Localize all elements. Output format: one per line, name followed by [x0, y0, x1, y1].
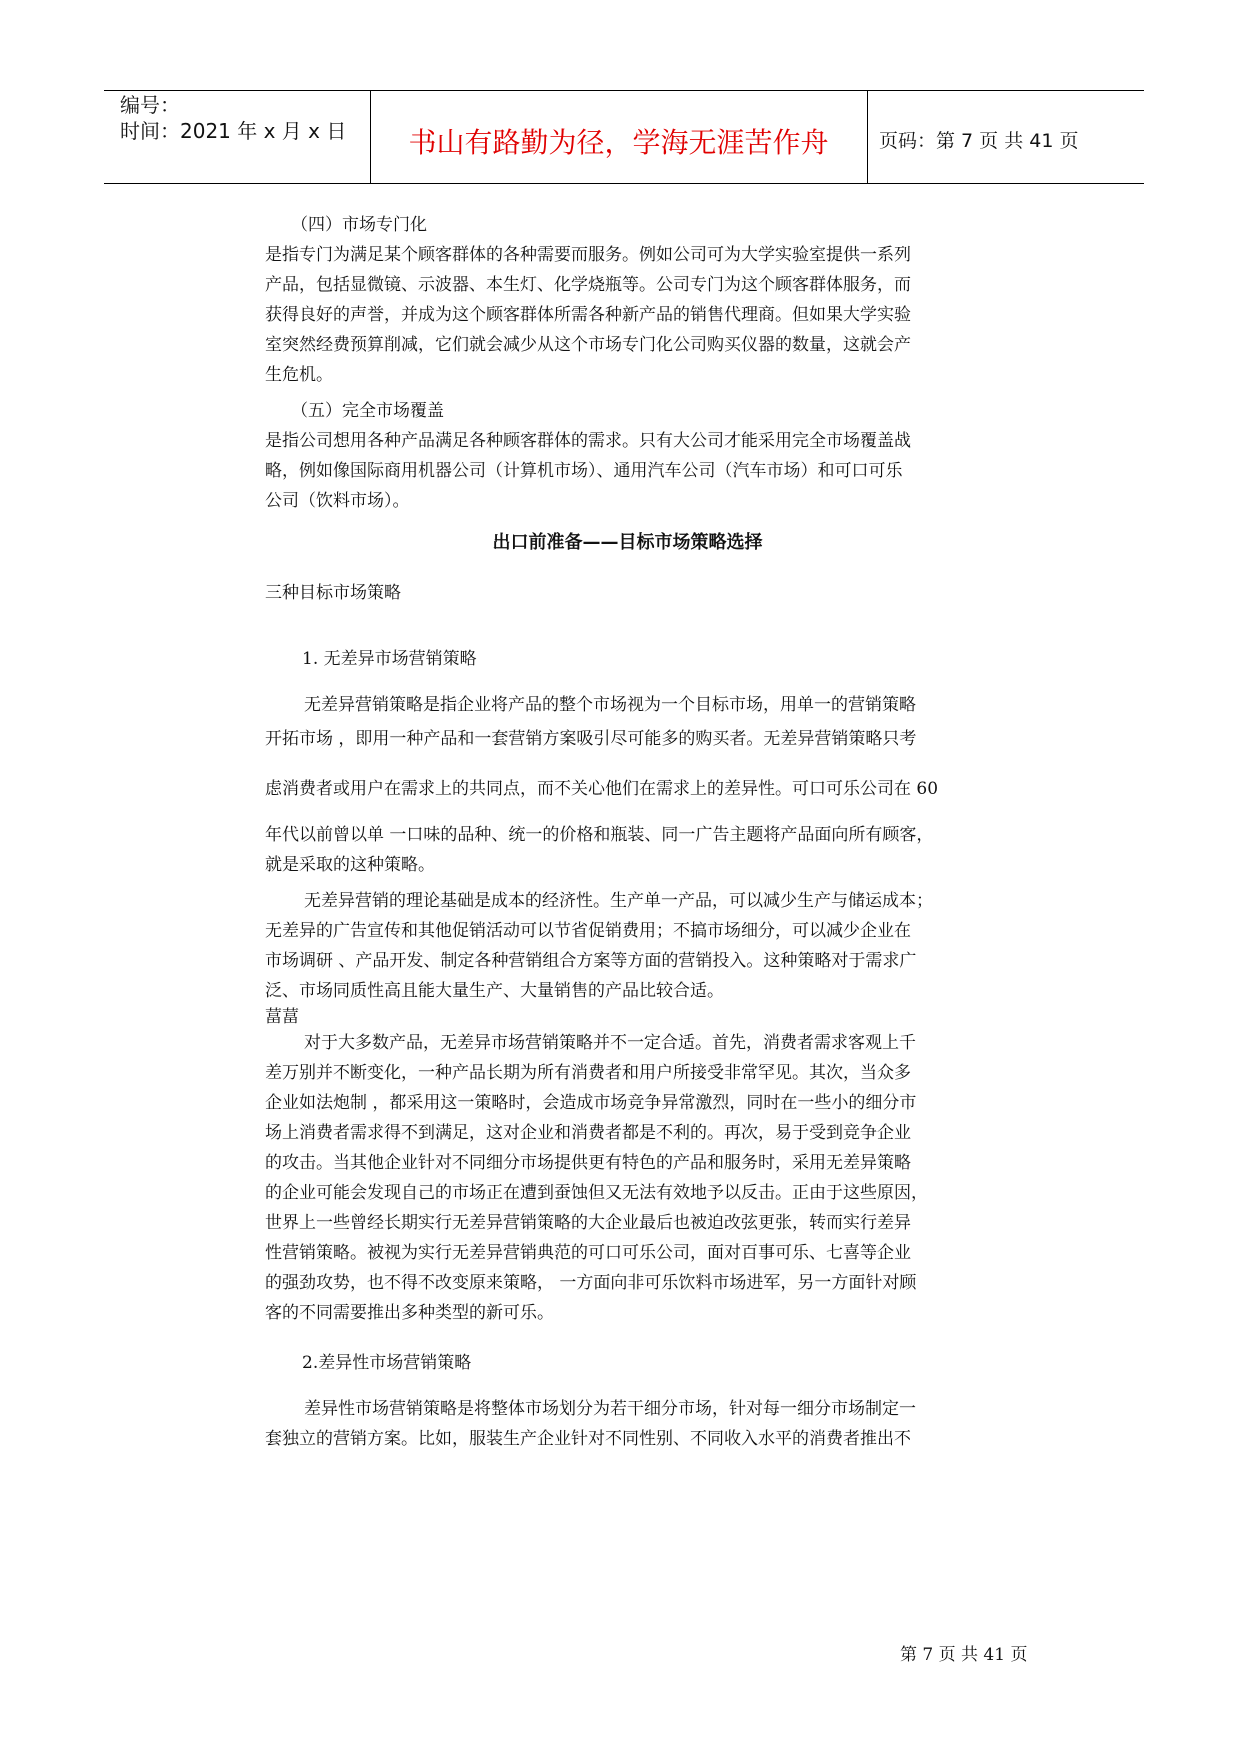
- paragraph-line: 室突然经费预算削减，它们就会减少从这个市场专门化公司购买仪器的数量，这就会产: [265, 335, 911, 355]
- paragraph-line: 的企业可能会发现自己的市场正在遭到蚕蚀但又无法有效地予以反击。正由于这些原因，: [265, 1183, 928, 1203]
- paragraph-line: 虑消费者或用户在需求上的共同点，而不关心他们在需求上的差异性。可口可乐公司在 60: [265, 779, 939, 799]
- paragraph-line: 年代以前曾以单 一口味的品种、统一的价格和瓶装、同一广告主题将产品面向所有顾客，: [265, 825, 934, 845]
- paragraph-line: 是指公司想用各种产品满足各种顾客群体的需求。只有大公司才能采用完全市场覆盖战: [265, 431, 911, 451]
- paragraph-line: 的强劲攻势，也不得不改变原来策略， 一方面向非可乐饮料市场进军，另一方面针对顾: [265, 1273, 917, 1293]
- page-footer: 第 7 页 共 41 页: [900, 1645, 1028, 1665]
- header-motto-cell: [370, 91, 868, 183]
- paragraph-line: 就是采取的这种策略。: [265, 855, 435, 875]
- paragraph-line: 无差异的广告宣传和其他促销活动可以节省促销费用；不搞市场细分，可以减少企业在: [265, 921, 911, 941]
- strategy-heading-2: 2.差异性市场营销策略: [302, 1353, 472, 1373]
- paragraph-line: 市场调研 、产品开发、制定各种营销组合方案等方面的营销投入。这种策略对于需求广: [265, 951, 917, 971]
- paragraph-line: 生危机。: [265, 365, 333, 385]
- paragraph-line: 公司（饮料市场）。: [265, 491, 410, 511]
- paragraph-line: 差万别并不断变化，一种产品长期为所有消费者和用户所接受非常罕见。其次，当众多: [265, 1063, 911, 1083]
- paragraph-line: 开拓市场 ，即用一种产品和一套营销方案吸引尽可能多的购买者。无差异营销策略只考: [265, 729, 917, 749]
- paragraph-line: 产品，包括显微镜、示波器、本生灯、化学烧瓶等。公司专门为这个顾客群体服务，而: [265, 275, 911, 295]
- paragraph-line: 略，例如像国际商用机器公司（计算机市场）、通用汽车公司（汽车市场）和可口可乐: [265, 461, 903, 481]
- document-number-label: 编号：: [120, 93, 180, 117]
- page-header: [104, 90, 1144, 184]
- paragraph-line: 是指专门为满足某个顾客群体的各种需要而服务。例如公司可为大学实验室提供一系列: [265, 245, 911, 265]
- header-page-cell: [867, 91, 1144, 183]
- subsection-label: 三种目标市场策略: [265, 583, 401, 603]
- paragraph-line: 差异性市场营销策略是将整体市场划分为若干细分市场，针对每一细分市场制定一: [304, 1399, 916, 1419]
- header-info-cell: [104, 91, 371, 183]
- section-title: 出口前准备——目标市场策略选择: [492, 532, 763, 553]
- paragraph-line: 性营销策略。被视为实行无差异营销典范的可口可乐公司，面对百事可乐、七喜等企业: [265, 1243, 911, 1263]
- section-heading-5: （五）完全市场覆盖: [291, 401, 444, 421]
- paragraph-line: 泛、市场同质性高且能大量生产、大量销售的产品比较合适。: [265, 981, 724, 1001]
- header-motto: 书山有路勤为径，学海无涯苦作舟: [408, 126, 829, 159]
- section-heading-4: （四）市场专门化: [291, 215, 427, 235]
- paragraph-line: 世界上一些曾经长期实行无差异营销策略的大企业最后也被迫改弦更张，转而实行差异: [265, 1213, 911, 1233]
- paragraph-line: 对于大多数产品，无差异市场营销策略并不一定合适。首先，消费者需求客观上千: [304, 1033, 916, 1053]
- paragraph-line: 葍葍: [265, 1007, 299, 1027]
- header-page-code: 页码：第 7 页 共 41 页: [879, 130, 1079, 152]
- strategy-heading-1: 1. 无差异市场营销策略: [302, 649, 477, 669]
- document-time-label: 时间：2021 年 x 月 x 日: [120, 119, 347, 143]
- paragraph-line: 的攻击。当其他企业针对不同细分市场提供更有特色的产品和服务时，采用无差异策略: [265, 1153, 911, 1173]
- paragraph-line: 无差异营销策略是指企业将产品的整个市场视为一个目标市场，用单一的营销策略: [304, 695, 916, 715]
- paragraph-line: 场上消费者需求得不到满足，这对企业和消费者都是不利的。再次，易于受到竞争企业: [265, 1123, 911, 1143]
- document-body: [265, 210, 990, 1454]
- paragraph-line: 企业如法炮制 ，都采用这一策略时，会造成市场竞争异常激烈，同时在一些小的细分市: [265, 1093, 917, 1113]
- paragraph-line: 获得良好的声誉，并成为这个顾客群体所需各种新产品的销售代理商。但如果大学实验: [265, 305, 911, 325]
- paragraph-line: 客的不同需要推出多种类型的新可乐。: [265, 1303, 554, 1323]
- paragraph-line: 无差异营销的理论基础是成本的经济性。生产单一产品，可以减少生产与储运成本；: [304, 891, 933, 911]
- paragraph-line: 套独立的营销方案。比如，服装生产企业针对不同性别、不同收入水平的消费者推出不: [265, 1429, 911, 1449]
